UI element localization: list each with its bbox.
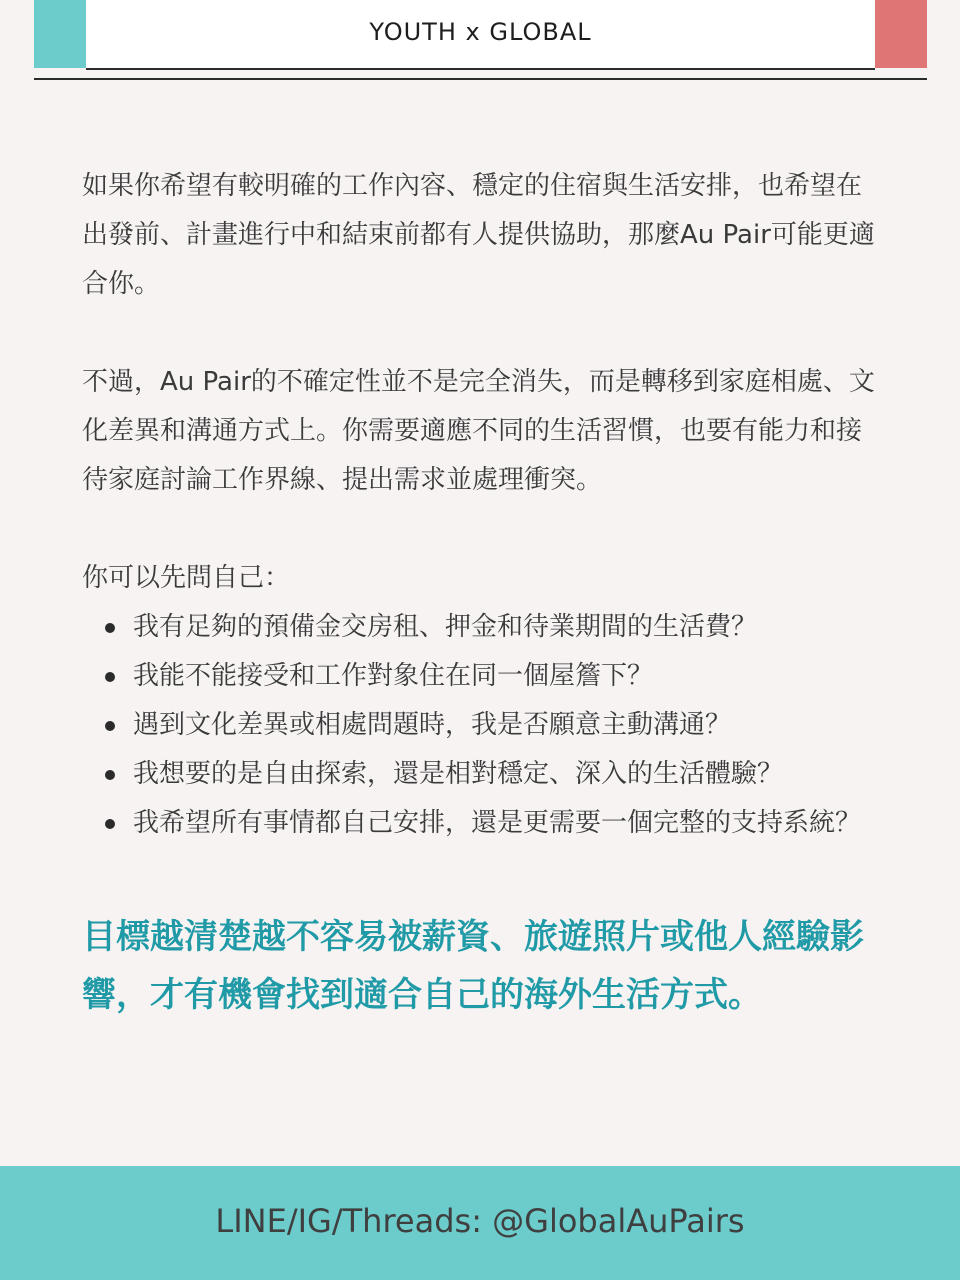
bullet-icon: [105, 672, 115, 682]
header-title-box: [86, 0, 875, 70]
bullet-icon: [105, 819, 115, 829]
bullet-icon: [105, 623, 115, 633]
paragraph-2: 不過，Au Pair的不確定性並不是完全消失，而是轉移到家庭相處、文化差異和溝通方式上。你需要適應不同的生活習慣，也要有能力和接待家庭討論工作界線、提出需求並處理衝突。: [82, 367, 875, 495]
questions-intro: 你可以先問自己：: [82, 563, 291, 593]
footer-contact: LINE/IG/Threads: @GlobalAuPairs: [215, 1202, 745, 1240]
bullet-icon: [105, 721, 115, 731]
highlight-message: 目標越清楚越不容易被薪資、旅遊照片或他人經驗影響，才有機會找到適合自己的海外生活方式。: [82, 917, 864, 1015]
header-tab-left: [34, 0, 86, 68]
question-text: 遇到文化差異或相處問題時，我是否願意主動溝通？: [133, 710, 732, 740]
page-header: [0, 0, 960, 82]
list-item: [82, 799, 882, 848]
list-item: [82, 701, 882, 750]
list-item: [82, 652, 882, 701]
question-text: 我想要的是自由探索，還是相對穩定、深入的生活體驗？: [133, 759, 784, 789]
list-item: [82, 750, 882, 799]
paragraph-1: 如果你希望有較明確的工作內容、穩定的住宿與生活安排，也希望在出發前、計畫進行中和結束前都有人提供協助，那麼Au Pair可能更適合你。: [82, 171, 875, 299]
header-divider: [34, 78, 927, 80]
question-text: 我希望所有事情都自己安排，還是更需要一個完整的支持系統？: [133, 808, 862, 838]
question-text: 我有足夠的預備金交房租、押金和待業期間的生活費？: [133, 612, 758, 642]
bullet-icon: [105, 770, 115, 780]
article-body: [82, 162, 882, 1024]
header-title: YOUTH x GLOBAL: [369, 18, 592, 46]
question-text: 我能不能接受和工作對象住在同一個屋簷下？: [133, 661, 654, 691]
page-footer: [0, 1166, 960, 1280]
header-tab-right: [875, 0, 927, 68]
questions-list: [82, 603, 882, 848]
list-item: [82, 603, 882, 652]
